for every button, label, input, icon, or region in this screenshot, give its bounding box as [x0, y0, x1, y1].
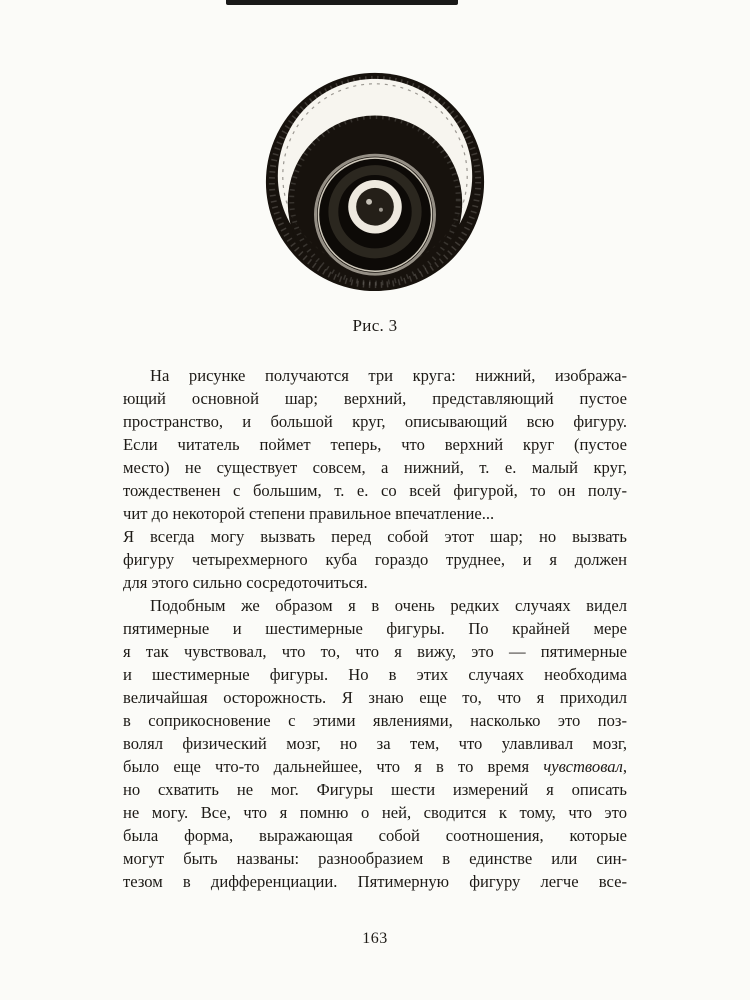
text-line: Я всегда могу вызвать перед собой этот шар; но вызвать [123, 527, 627, 546]
figure-container [0, 0, 750, 302]
text-line: могут быть названы: разнообразием в единстве или син- [123, 849, 627, 868]
text-line: не могу. Все, что я помню о ней, сводится к тому, что это [123, 803, 627, 822]
text-line: ющий основной шар; верхний, представляющий пустое [123, 389, 627, 408]
text-line: было еще что-то дальнейшее, что я в то время чувствовал, [123, 757, 627, 776]
text-line: и шестимерные фигуры. Но в этих случаях необходима [123, 665, 627, 684]
text-line: Если читатель поймет теперь, что верхний круг (пустое [123, 435, 627, 454]
text-line: чит до некоторой степени правильное впечатление... [123, 504, 495, 523]
text-line: величайшая осторожность. Я знаю еще то, что я приходил [123, 688, 627, 707]
figure-caption: Рис. 3 [352, 316, 398, 335]
text-line: в соприкосновение с этими явлениями, насколько это поз- [123, 711, 627, 730]
text-line: тезом в дифференциации. Пятимерную фигуру легче все- [123, 872, 627, 891]
text-line: фигуру четырехмерного куба гораздо труднее, и я должен [123, 550, 627, 569]
text-line: волял физический мозг, но за тем, что улавливал мозг, [123, 734, 627, 753]
text-line: Подобным же образом я в очень редких случаях видел [150, 596, 627, 615]
text-line: я так чувствовал, что то, что я вижу, это — пятимерные [123, 642, 627, 661]
text-line: была форма, выражающая собой соотношения, которые [123, 826, 627, 845]
page-number: 163 [362, 930, 388, 947]
text-line: тождественен с большим, т. е. со всей фигурой, то он полу- [123, 481, 627, 500]
text-line: место) не существует совсем, а нижний, т. е. малый круг, [123, 458, 627, 477]
figure-3-sphere-illustration [256, 52, 494, 302]
text-line: пространство, и большой круг, описывающий всю фигуру. [123, 412, 627, 431]
text-line: но схватить не мог. Фигуры шести измерений я описать [123, 780, 627, 799]
page-top-artifact [226, 0, 458, 5]
text-line: для этого сильно сосредоточиться. [123, 573, 368, 592]
text-line: На рисунке получаются три круга: нижний, изобража- [150, 366, 627, 385]
text-block [123, 364, 627, 893]
text-line: пятимерные и шестимерные фигуры. По крайней мере [123, 619, 627, 638]
